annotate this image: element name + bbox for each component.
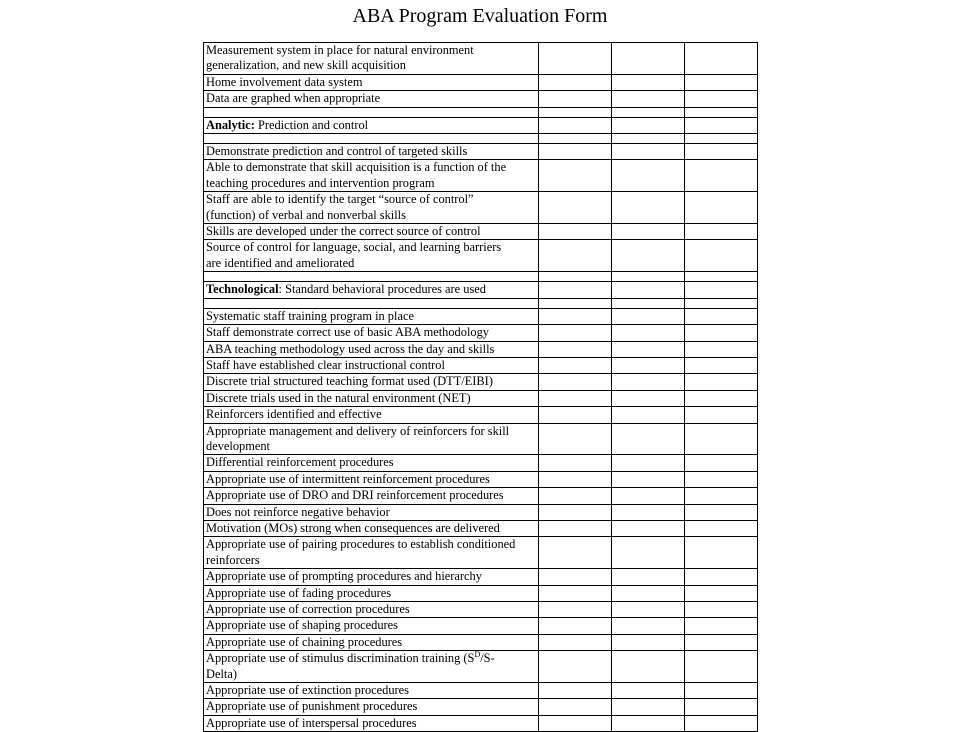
rating-cell[interactable] — [539, 407, 612, 423]
table-row — [204, 224, 758, 240]
rating-cell[interactable] — [539, 224, 612, 240]
item-label — [204, 423, 539, 455]
rating-cell[interactable] — [612, 240, 685, 272]
rating-cell[interactable] — [612, 423, 685, 455]
rating-cell[interactable] — [612, 634, 685, 650]
item-text: are identified and ameliorated — [206, 255, 355, 270]
item-text: development — [206, 438, 270, 453]
rating-cell[interactable] — [539, 471, 612, 487]
rating-cell[interactable] — [612, 74, 685, 90]
item-text: reinforcers — [206, 552, 260, 567]
table-row — [204, 43, 758, 75]
rating-cell[interactable] — [685, 390, 758, 406]
item-label: ABA teaching methodology used across the day and skills — [204, 341, 539, 357]
section-description: Prediction and control — [254, 117, 369, 132]
item-text: Staff are able to identify the target “source of control” — [206, 192, 474, 207]
section-header-row — [204, 117, 758, 133]
rating-cell[interactable] — [539, 144, 612, 160]
rating-cell[interactable] — [539, 91, 612, 107]
rating-cell[interactable] — [539, 374, 612, 390]
item-label: Staff demonstrate correct use of basic ABA methodology — [204, 325, 539, 341]
rating-cell[interactable] — [685, 325, 758, 341]
rating-cell[interactable] — [612, 585, 685, 601]
rating-cell[interactable] — [539, 634, 612, 650]
rating-cell[interactable] — [685, 699, 758, 715]
rating-cell[interactable] — [612, 683, 685, 699]
item-label: Staff have established clear instructional control — [204, 357, 539, 373]
item-label: Appropriate use of fading procedures — [204, 585, 539, 601]
rating-cell[interactable] — [685, 308, 758, 324]
item-label: Does not reinforce negative behavior — [204, 504, 539, 520]
rating-cell[interactable] — [685, 618, 758, 634]
rating-cell[interactable] — [539, 683, 612, 699]
table-row — [204, 144, 758, 160]
rating-cell[interactable] — [685, 374, 758, 390]
rating-cell[interactable] — [612, 308, 685, 324]
page-title: ABA Program Evaluation Form — [352, 5, 608, 27]
rating-cell[interactable] — [612, 569, 685, 585]
rating-cell[interactable] — [612, 390, 685, 406]
rating-cell[interactable] — [539, 43, 612, 75]
section-header-row — [204, 282, 758, 298]
table-row — [204, 423, 758, 455]
table-row — [204, 390, 758, 406]
rating-cell[interactable] — [539, 569, 612, 585]
item-label — [204, 537, 539, 569]
rating-cell[interactable] — [685, 537, 758, 569]
rating-cell[interactable] — [612, 91, 685, 107]
rating-cell[interactable] — [539, 585, 612, 601]
table-row — [204, 618, 758, 634]
item-label: Home involvement data system — [204, 74, 539, 90]
rating-cell[interactable] — [612, 160, 685, 192]
rating-cell[interactable] — [612, 341, 685, 357]
rating-cell[interactable] — [539, 74, 612, 90]
rating-cell[interactable] — [539, 504, 612, 520]
rating-cell[interactable] — [539, 325, 612, 341]
item-label: Differential reinforcement procedures — [204, 455, 539, 471]
item-text: Able to demonstrate that skill acquisition is a function of the — [206, 160, 507, 175]
table-row — [204, 715, 758, 731]
item-label — [204, 651, 539, 683]
item-label: Discrete trial structured teaching format used (DTT/EIBI) — [204, 374, 539, 390]
table-row — [204, 651, 758, 683]
rating-cell[interactable] — [539, 488, 612, 504]
table-row — [204, 471, 758, 487]
rating-cell[interactable] — [612, 144, 685, 160]
blank-row — [204, 298, 758, 308]
item-label: Skills are developed under the correct source of control — [204, 224, 539, 240]
rating-cell[interactable] — [539, 341, 612, 357]
rating-cell[interactable] — [685, 74, 758, 90]
rating-cell[interactable] — [539, 715, 612, 731]
blank-row — [204, 107, 758, 117]
rating-cell[interactable] — [539, 160, 612, 192]
item-text: Appropriate management and delivery of reinforcers for skill — [206, 423, 510, 438]
item-label: Appropriate use of DRO and DRI reinforcement procedures — [204, 488, 539, 504]
item-label: Discrete trials used in the natural environment (NET) — [204, 390, 539, 406]
item-text: Appropriate use of stimulus discrimination training (S — [206, 651, 475, 666]
item-text: Delta) — [206, 666, 237, 681]
item-label — [204, 160, 539, 192]
rating-cell[interactable] — [612, 715, 685, 731]
rating-cell[interactable] — [612, 618, 685, 634]
section-header-analytic — [204, 117, 539, 133]
rating-cell[interactable] — [685, 357, 758, 373]
rating-cell[interactable] — [685, 651, 758, 683]
rating-cell[interactable] — [685, 602, 758, 618]
rating-cell[interactable] — [685, 634, 758, 650]
table-row — [204, 407, 758, 423]
rating-cell[interactable] — [539, 455, 612, 471]
rating-cell[interactable] — [685, 91, 758, 107]
blank-row — [204, 134, 758, 144]
rating-cell[interactable] — [685, 160, 758, 192]
rating-cell[interactable] — [685, 488, 758, 504]
section-description: : Standard behavioral procedures are used — [278, 282, 486, 297]
rating-cell[interactable] — [685, 224, 758, 240]
rating-cell[interactable] — [685, 341, 758, 357]
rating-cell[interactable] — [612, 43, 685, 75]
rating-cell[interactable] — [612, 192, 685, 224]
item-label: Appropriate use of interspersal procedures — [204, 715, 539, 731]
rating-cell[interactable] — [539, 390, 612, 406]
rating-cell[interactable] — [539, 699, 612, 715]
item-text: generalization, and new skill acquisition — [206, 58, 406, 73]
item-text: Appropriate use of pairing procedures to establish conditioned — [206, 537, 516, 552]
table-row — [204, 602, 758, 618]
table-row — [204, 504, 758, 520]
table-row — [204, 374, 758, 390]
rating-cell[interactable] — [539, 602, 612, 618]
rating-cell[interactable] — [612, 520, 685, 536]
table-row — [204, 325, 758, 341]
rating-cell[interactable] — [685, 240, 758, 272]
item-label: Appropriate use of shaping procedures — [204, 618, 539, 634]
table-row — [204, 240, 758, 272]
rating-cell[interactable] — [539, 192, 612, 224]
section-header-technological — [204, 282, 539, 298]
table-row — [204, 455, 758, 471]
rating-cell[interactable] — [612, 357, 685, 373]
table-row — [204, 634, 758, 650]
rating-cell[interactable] — [612, 699, 685, 715]
rating-cell[interactable] — [612, 407, 685, 423]
rating-cell[interactable] — [539, 357, 612, 373]
rating-cell[interactable] — [685, 43, 758, 75]
rating-cell[interactable] — [612, 224, 685, 240]
item-text: Measurement system in place for natural environment — [206, 43, 474, 57]
item-label: Appropriate use of extinction procedures — [204, 683, 539, 699]
rating-cell[interactable] — [539, 618, 612, 634]
rating-cell[interactable] — [612, 504, 685, 520]
rating-cell[interactable] — [685, 569, 758, 585]
rating-cell[interactable] — [685, 520, 758, 536]
table-row — [204, 91, 758, 107]
table-row — [204, 569, 758, 585]
item-text: teaching procedures and intervention program — [206, 175, 435, 190]
rating-cell[interactable] — [539, 423, 612, 455]
table-row — [204, 192, 758, 224]
item-label — [204, 240, 539, 272]
item-label: Appropriate use of intermittent reinforcement procedures — [204, 471, 539, 487]
item-label: Appropriate use of punishment procedures — [204, 699, 539, 715]
section-label: Analytic: — [206, 117, 255, 132]
item-text: Source of control for language, social, and learning barriers — [206, 240, 502, 255]
rating-cell[interactable] — [685, 585, 758, 601]
rating-cell[interactable] — [685, 504, 758, 520]
item-text: /S- — [480, 651, 495, 666]
rating-cell[interactable] — [612, 537, 685, 569]
section-label: Technological — [206, 282, 279, 297]
rating-cell[interactable] — [539, 537, 612, 569]
rating-cell[interactable] — [612, 374, 685, 390]
rating-cell[interactable] — [685, 423, 758, 455]
superscript: D — [474, 650, 481, 660]
rating-cell[interactable] — [685, 471, 758, 487]
item-label — [204, 43, 539, 75]
item-label: Appropriate use of correction procedures — [204, 602, 539, 618]
rating-cell[interactable] — [685, 683, 758, 699]
rating-cell[interactable] — [685, 144, 758, 160]
rating-cell[interactable] — [612, 325, 685, 341]
table-row — [204, 308, 758, 324]
rating-cell[interactable] — [539, 520, 612, 536]
rating-cell[interactable] — [612, 488, 685, 504]
item-label: Motivation (MOs) strong when consequences are delivered — [204, 520, 539, 536]
table-row — [204, 699, 758, 715]
evaluation-table — [203, 42, 758, 732]
table-row — [204, 160, 758, 192]
table-row — [204, 488, 758, 504]
rating-cell[interactable] — [612, 455, 685, 471]
item-label: Appropriate use of chaining procedures — [204, 634, 539, 650]
rating-cell[interactable] — [685, 192, 758, 224]
table-row — [204, 520, 758, 536]
rating-cell[interactable] — [612, 602, 685, 618]
item-label: Systematic staff training program in place — [204, 308, 539, 324]
rating-cell[interactable] — [539, 240, 612, 272]
rating-cell[interactable] — [685, 715, 758, 731]
rating-cell[interactable] — [685, 455, 758, 471]
table-row — [204, 537, 758, 569]
table-row — [204, 74, 758, 90]
item-label: Reinforcers identified and effective — [204, 407, 539, 423]
item-label: Demonstrate prediction and control of targeted skills — [204, 144, 539, 160]
blank-row — [204, 272, 758, 282]
rating-cell[interactable] — [539, 651, 612, 683]
rating-cell[interactable] — [539, 308, 612, 324]
table-row — [204, 341, 758, 357]
item-label: Appropriate use of prompting procedures and hierarchy — [204, 569, 539, 585]
table-row — [204, 585, 758, 601]
rating-cell[interactable] — [612, 651, 685, 683]
table-row — [204, 357, 758, 373]
item-label — [204, 192, 539, 224]
item-label: Data are graphed when appropriate — [204, 91, 539, 107]
rating-cell[interactable] — [612, 471, 685, 487]
item-text: (function) of verbal and nonverbal skills — [206, 207, 406, 222]
rating-cell[interactable] — [685, 407, 758, 423]
table-row — [204, 683, 758, 699]
